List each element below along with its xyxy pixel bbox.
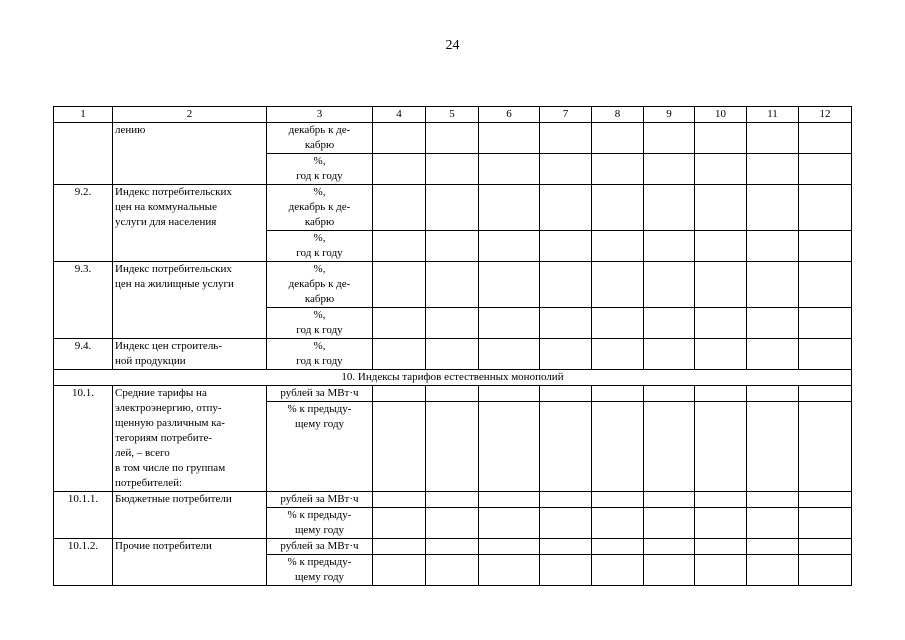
unit-cell: рублей за МВт·ч: [267, 386, 373, 402]
value-cell: [747, 154, 799, 185]
row-number-cell: 10.1.: [54, 386, 113, 492]
section-row: [54, 370, 852, 386]
value-cell: [799, 308, 852, 339]
value-cell: [479, 231, 540, 262]
value-cell: [747, 402, 799, 492]
page-number: 24: [445, 38, 460, 53]
value-cell: [592, 555, 644, 586]
header-cell: 9: [644, 107, 695, 123]
value-cell: [695, 492, 747, 508]
value-cell: [695, 185, 747, 231]
header-cell: 3: [267, 107, 373, 123]
value-cell: [695, 154, 747, 185]
value-cell: [747, 508, 799, 539]
table-row: [54, 339, 852, 370]
value-cell: [479, 555, 540, 586]
value-cell: [747, 185, 799, 231]
value-cell: [644, 555, 695, 586]
value-cell: [644, 185, 695, 231]
value-cell: [644, 386, 695, 402]
value-cell: [644, 402, 695, 492]
value-cell: [373, 339, 426, 370]
unit-cell: % к предыду- щему году: [267, 402, 373, 492]
value-cell: [592, 402, 644, 492]
header-row: [54, 107, 852, 123]
unit-cell: %, год к году: [267, 154, 373, 185]
unit-cell: %, декабрь к де- кабрю: [267, 262, 373, 308]
value-cell: [592, 539, 644, 555]
unit-cell: декабрь к де- кабрю: [267, 123, 373, 154]
value-cell: [799, 123, 852, 154]
value-cell: [540, 555, 592, 586]
indicator-name-cell: Индекс потребительских цен на жилищные услуги: [113, 262, 267, 339]
value-cell: [373, 308, 426, 339]
value-cell: [799, 492, 852, 508]
value-cell: [540, 231, 592, 262]
value-cell: [373, 402, 426, 492]
header-cell: 5: [426, 107, 479, 123]
unit-cell: % к предыду- щему году: [267, 508, 373, 539]
unit-cell: %, год к году: [267, 339, 373, 370]
value-cell: [644, 339, 695, 370]
value-cell: [695, 508, 747, 539]
value-cell: [592, 492, 644, 508]
header-cell: 11: [747, 107, 799, 123]
value-cell: [747, 262, 799, 308]
value-cell: [540, 339, 592, 370]
value-cell: [799, 386, 852, 402]
value-cell: [799, 262, 852, 308]
section-title: 10. Индексы тарифов естественных монополий: [54, 370, 852, 386]
value-cell: [479, 123, 540, 154]
value-cell: [695, 539, 747, 555]
value-cell: [479, 339, 540, 370]
value-cell: [540, 262, 592, 308]
value-cell: [373, 262, 426, 308]
table-row: [54, 539, 852, 555]
table-row: [54, 123, 852, 154]
value-cell: [747, 339, 799, 370]
value-cell: [426, 539, 479, 555]
value-cell: [644, 308, 695, 339]
value-cell: [799, 508, 852, 539]
value-cell: [426, 339, 479, 370]
value-cell: [592, 154, 644, 185]
value-cell: [426, 492, 479, 508]
value-cell: [426, 185, 479, 231]
value-cell: [592, 123, 644, 154]
value-cell: [644, 154, 695, 185]
indicator-name-cell: Индекс потребительских цен на коммунальные услуги для населения: [113, 185, 267, 262]
indicator-name-cell: лению: [113, 123, 267, 185]
unit-cell: %, год к году: [267, 231, 373, 262]
value-cell: [592, 185, 644, 231]
indicator-name-cell: Прочие потребители: [113, 539, 267, 586]
value-cell: [373, 539, 426, 555]
value-cell: [426, 262, 479, 308]
value-cell: [644, 492, 695, 508]
value-cell: [747, 492, 799, 508]
value-cell: [479, 539, 540, 555]
value-cell: [373, 185, 426, 231]
value-cell: [799, 339, 852, 370]
value-cell: [747, 123, 799, 154]
value-cell: [479, 262, 540, 308]
value-cell: [426, 308, 479, 339]
indicator-name-cell: Бюджетные потребители: [113, 492, 267, 539]
row-number-cell: 10.1.1.: [54, 492, 113, 539]
header-cell: 4: [373, 107, 426, 123]
value-cell: [373, 231, 426, 262]
value-cell: [540, 402, 592, 492]
value-cell: [592, 339, 644, 370]
row-number-cell: 9.4.: [54, 339, 113, 370]
value-cell: [540, 508, 592, 539]
table-row: [54, 492, 852, 508]
header-cell: 2: [113, 107, 267, 123]
header-cell: 1: [54, 107, 113, 123]
value-cell: [540, 123, 592, 154]
value-cell: [540, 492, 592, 508]
value-cell: [540, 308, 592, 339]
value-cell: [479, 508, 540, 539]
value-cell: [695, 339, 747, 370]
unit-cell: рублей за МВт·ч: [267, 492, 373, 508]
value-cell: [426, 508, 479, 539]
value-cell: [592, 386, 644, 402]
header-cell: 6: [479, 107, 540, 123]
value-cell: [695, 555, 747, 586]
value-cell: [695, 402, 747, 492]
value-cell: [426, 123, 479, 154]
value-cell: [644, 508, 695, 539]
value-cell: [747, 555, 799, 586]
indicator-name-cell: Индекс цен строитель- ной продукции: [113, 339, 267, 370]
value-cell: [479, 185, 540, 231]
value-cell: [373, 492, 426, 508]
value-cell: [373, 154, 426, 185]
value-cell: [426, 555, 479, 586]
unit-cell: рублей за МВт·ч: [267, 539, 373, 555]
value-cell: [695, 123, 747, 154]
value-cell: [747, 308, 799, 339]
value-cell: [799, 402, 852, 492]
header-cell: 10: [695, 107, 747, 123]
table-body: [54, 107, 852, 586]
value-cell: [747, 386, 799, 402]
value-cell: [695, 386, 747, 402]
value-cell: [426, 231, 479, 262]
value-cell: [373, 123, 426, 154]
value-cell: [592, 231, 644, 262]
value-cell: [799, 231, 852, 262]
row-number-cell: 10.1.2.: [54, 539, 113, 586]
value-cell: [479, 308, 540, 339]
header-cell: 7: [540, 107, 592, 123]
value-cell: [479, 402, 540, 492]
value-cell: [479, 492, 540, 508]
value-cell: [644, 539, 695, 555]
value-cell: [644, 231, 695, 262]
unit-cell: %, декабрь к де- кабрю: [267, 185, 373, 231]
value-cell: [799, 185, 852, 231]
indicator-name-cell: Средние тарифы на электроэнергию, отпу- щенную различным ка- тегориям потребите- лей, – всего в том числе по группам потребителей:: [113, 386, 267, 492]
value-cell: [479, 154, 540, 185]
value-cell: [426, 386, 479, 402]
table-row: [54, 185, 852, 231]
value-cell: [695, 308, 747, 339]
value-cell: [747, 539, 799, 555]
value-cell: [540, 185, 592, 231]
value-cell: [479, 386, 540, 402]
value-cell: [644, 123, 695, 154]
row-number-cell: 9.2.: [54, 185, 113, 262]
table-row: [54, 386, 852, 402]
row-number-cell: [54, 123, 113, 185]
value-cell: [644, 262, 695, 308]
table-row: [54, 262, 852, 308]
tariff-table: [53, 106, 852, 586]
header-cell: 12: [799, 107, 852, 123]
value-cell: [695, 262, 747, 308]
value-cell: [373, 555, 426, 586]
header-cell: 8: [592, 107, 644, 123]
value-cell: [799, 154, 852, 185]
value-cell: [592, 308, 644, 339]
value-cell: [540, 154, 592, 185]
value-cell: [426, 154, 479, 185]
value-cell: [747, 231, 799, 262]
value-cell: [592, 262, 644, 308]
value-cell: [373, 508, 426, 539]
value-cell: [799, 539, 852, 555]
value-cell: [540, 539, 592, 555]
value-cell: [540, 386, 592, 402]
value-cell: [799, 555, 852, 586]
value-cell: [695, 231, 747, 262]
unit-cell: %, год к году: [267, 308, 373, 339]
row-number-cell: 9.3.: [54, 262, 113, 339]
value-cell: [592, 508, 644, 539]
value-cell: [373, 386, 426, 402]
value-cell: [426, 402, 479, 492]
unit-cell: % к предыду- щему году: [267, 555, 373, 586]
